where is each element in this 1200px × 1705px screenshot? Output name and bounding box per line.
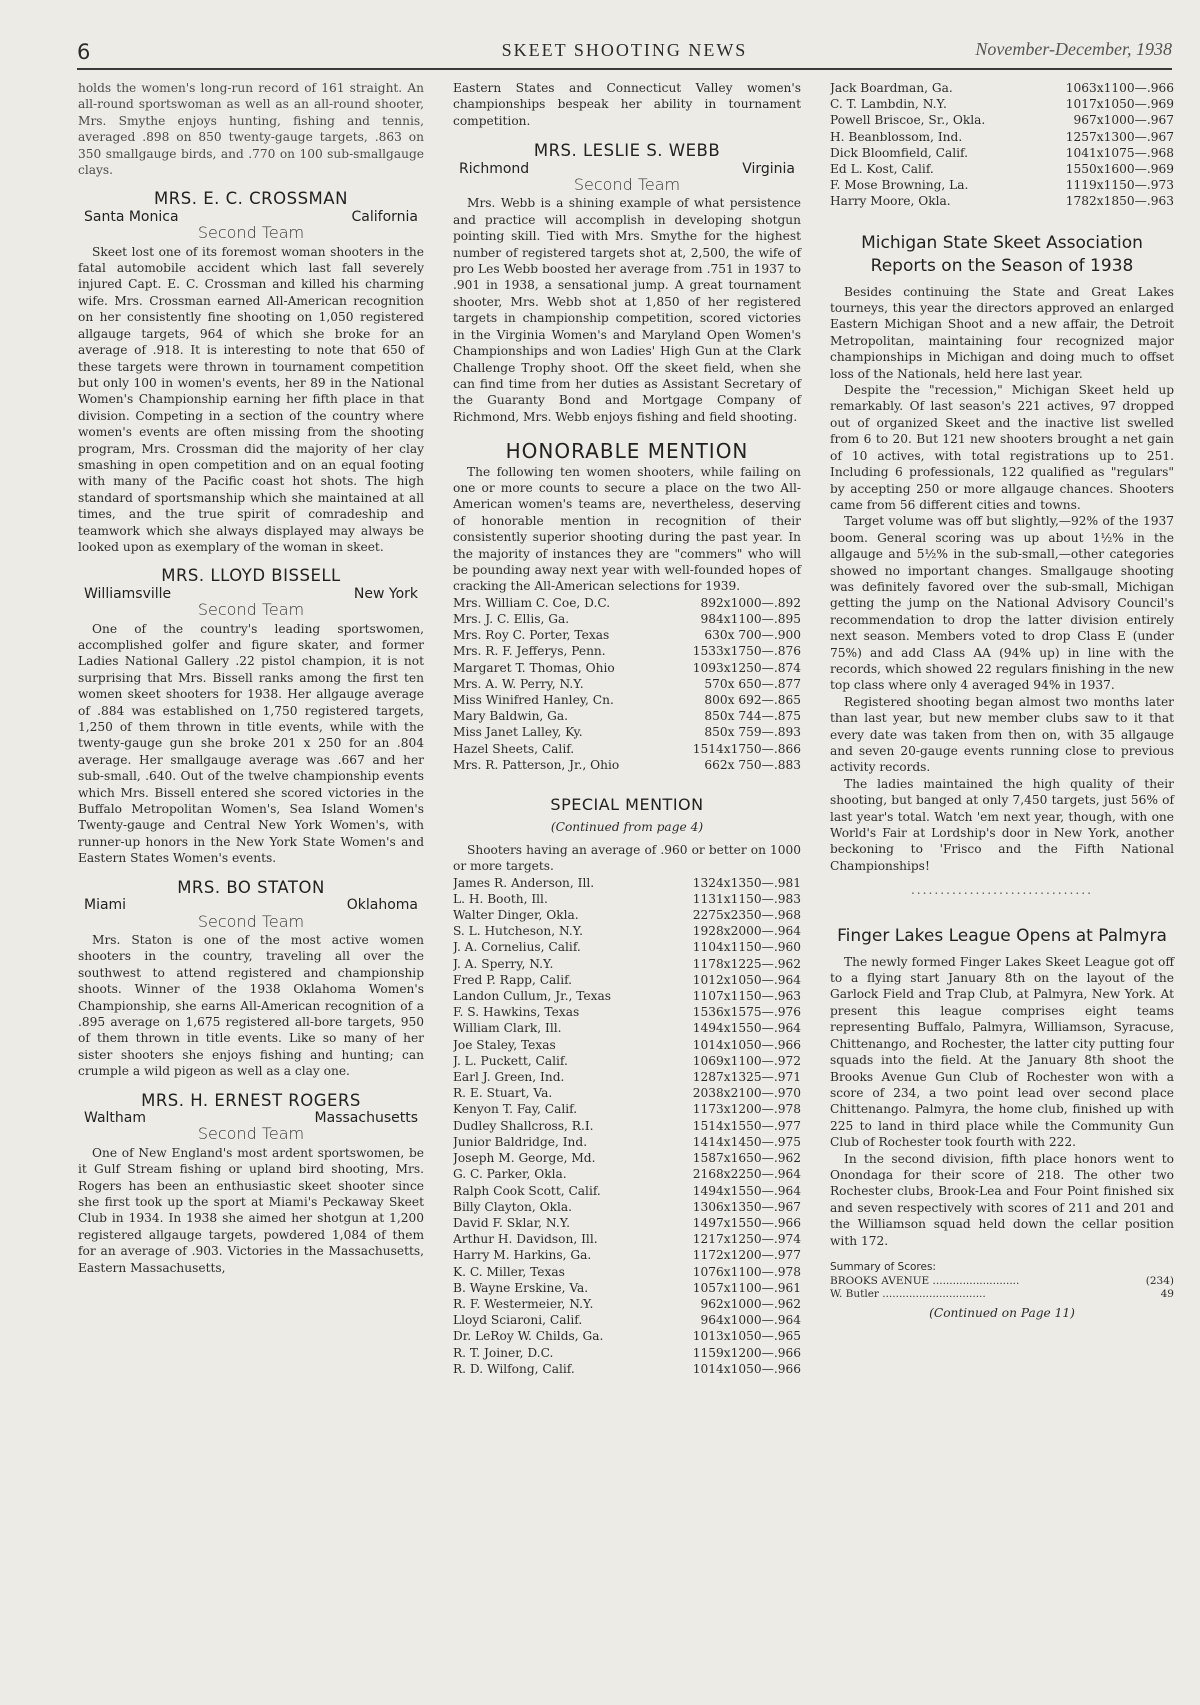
score-row xyxy=(453,1037,801,1053)
score-row xyxy=(453,1345,801,1361)
shooter-score: 1217x1250—.974 xyxy=(692,1232,801,1247)
shooter-score: 1107x1150—.963 xyxy=(692,989,801,1004)
score-row xyxy=(453,1215,801,1231)
shooter-score: 2038x2100—.970 xyxy=(692,1086,801,1101)
shooter-score: 967x1000—.967 xyxy=(1073,113,1174,128)
shooter-name: Harry Moore, Okla. xyxy=(830,194,951,209)
shooter-name: Jack Boardman, Ga. xyxy=(830,81,953,95)
shooter-name: F. S. Hawkins, Texas xyxy=(453,1005,580,1020)
staton-heading: MRS. BO STATON xyxy=(177,877,325,897)
shooter-name: Mrs. William C. Coe, D.C. xyxy=(453,595,611,610)
shooter-name: C. T. Lambdin, N.Y. xyxy=(830,97,947,112)
score-row xyxy=(453,627,801,643)
continued-on-note: (Continued on Page 11) xyxy=(929,1306,1075,1321)
score-row xyxy=(453,956,801,972)
shooter-name: Earl J. Green, Ind. xyxy=(453,1070,565,1085)
michigan-paragraph-5: The ladies maintained the high quality of their shooting, but banged at only 7,450 targets, just 56% of last year's total. Watch 'em next year, though, with one World's Fair at Lordship's door in New York, another beckoning to 'Frisco and the Fifth National Championships! xyxy=(830,776,1174,873)
shooter-score: 2275x2350—.968 xyxy=(692,908,801,923)
shooter-score: 2168x2250—.964 xyxy=(692,1167,801,1182)
score-row xyxy=(453,741,801,757)
staton-city: Miami xyxy=(84,897,127,914)
score-row xyxy=(453,1199,801,1215)
score-row xyxy=(453,1101,801,1117)
score-row xyxy=(453,1085,801,1101)
score-row xyxy=(453,1118,801,1134)
shooter-score: 964x1000—.964 xyxy=(700,1313,801,1328)
shooter-name: BROOKS AVENUE .......................... xyxy=(830,1275,1020,1288)
shooter-score: 1014x1050—.966 xyxy=(692,1361,801,1376)
score-row xyxy=(830,145,1174,161)
shooter-score: 800x 692—.865 xyxy=(704,693,801,707)
shooter-score: 1069x1100—.972 xyxy=(692,1053,801,1068)
rogers-heading: MRS. H. ERNEST ROGERS xyxy=(141,1090,361,1110)
article-separator: ............................... xyxy=(910,883,1094,898)
shooter-name: J. A. Sperry, N.Y. xyxy=(453,956,554,971)
shooter-name: Harry M. Harkins, Ga. xyxy=(453,1248,592,1263)
shooter-name: B. Wayne Erskine, Va. xyxy=(453,1280,589,1295)
score-row xyxy=(453,595,801,611)
column-3 xyxy=(830,80,1174,1328)
score-row xyxy=(453,907,801,923)
michigan-paragraph-1: Besides continuing the State and Great Lakes tourneys, this year the directors approved an enlarged Eastern Michigan Shoot and a new affair, the Detroit Metropolitan, maintaining four recognized major championships in Michigan and doing much to offset loss of the Nationals, held here last year. xyxy=(830,284,1174,381)
shooter-score: 1172x1200—.977 xyxy=(692,1248,801,1263)
shooter-score: 1324x1350—.981 xyxy=(692,875,801,890)
score-row xyxy=(453,1328,801,1344)
summary-label: Summary of Scores: xyxy=(830,1260,936,1273)
score-row xyxy=(453,1020,801,1036)
score-row xyxy=(453,1312,801,1328)
shooter-score: 570x 650—.877 xyxy=(704,676,801,691)
shooter-score: 1514x1750—.866 xyxy=(692,741,801,756)
shooter-name: Joseph M. George, Md. xyxy=(453,1151,596,1166)
special-mention-list-continued xyxy=(830,80,1174,210)
shooter-name: Arthur H. Davidson, Ill. xyxy=(453,1232,598,1247)
staton-team: Second Team xyxy=(197,911,305,931)
issue-date: November-December, 1938 xyxy=(975,39,1172,59)
shooter-score: 1173x1200—.978 xyxy=(692,1102,801,1117)
shooter-score: 49 xyxy=(1160,1288,1174,1301)
crossman-text: Skeet lost one of its foremost woman shooters in the fatal automobile accident which last fall severely injured Capt. E. C. Crossman and killed his charming wife. Mrs. Crossman earned All-American recognition on her consistently fine shooting on 1,050 registered allgauge targets, 964 of which she broke for an average of .918. It is interesting to note that 650 of these targets were thrown in tournament competition but only 100 in women's events, her 89 in the National Women's Championship earning her fifth place in that division. Competing in a section of the country where women's events are often missing from the shooting program, Mrs. Crossman did the majority of her clay smashing in open competition and on an equal footing with many of the Pacific coast hot shots. The high standard of sportsmanship which she maintained at all times, and the true spirit of comradeship and teamwork which she always displayed may always be looked upon as exemplary of the woman in skeet. xyxy=(78,244,424,554)
score-row xyxy=(453,1183,801,1199)
shooter-name: F. Mose Browning, La. xyxy=(830,178,969,193)
score-row xyxy=(453,724,801,740)
score-row xyxy=(453,891,801,907)
rogers-continued-text: Eastern States and Connecticut Valley women's championships bespeak her ability in tournament competition. xyxy=(453,81,801,128)
shooter-name: Hazel Sheets, Calif. xyxy=(453,741,575,756)
bissell-team: Second Team xyxy=(197,600,305,620)
score-row xyxy=(453,611,801,627)
score-row xyxy=(453,1264,801,1280)
shooter-score: 1012x1050—.964 xyxy=(692,972,801,987)
shooter-name: G. C. Parker, Okla. xyxy=(453,1167,567,1182)
score-row xyxy=(453,643,801,659)
shooter-name: Mrs. R. Patterson, Jr., Ohio xyxy=(453,757,620,772)
shooter-score: 630x 700—.900 xyxy=(704,628,801,643)
score-row xyxy=(453,757,801,773)
score-row xyxy=(830,129,1174,145)
webb-state: Virginia xyxy=(742,160,795,177)
score-row xyxy=(453,692,801,708)
score-row xyxy=(453,939,801,955)
shooter-name: R. D. Wilfong, Calif. xyxy=(453,1361,575,1376)
score-row xyxy=(830,1288,1174,1301)
score-row xyxy=(453,988,801,1004)
shooter-score: 1928x2000—.964 xyxy=(692,924,801,939)
score-row xyxy=(830,96,1174,112)
shooter-name: Miss Winifred Hanley, Cn. xyxy=(453,693,614,707)
shooter-name: Mrs. Roy C. Porter, Texas xyxy=(453,628,610,643)
score-row xyxy=(453,972,801,988)
crossman-team: Second Team xyxy=(197,223,305,243)
shooter-score: 1287x1325—.971 xyxy=(692,1070,801,1085)
bissell-state: New York xyxy=(353,585,418,602)
shooter-name: R. T. Joiner, D.C. xyxy=(453,1345,554,1360)
michigan-paragraph-4: Registered shooting began almost two months later than last year, but new member clubs saw to it that every date was taken from then on, with 35 allgauge and seven 20-gauge events running close to previous activity records. xyxy=(830,694,1174,775)
shooter-name: Landon Cullum, Jr., Texas xyxy=(453,989,611,1004)
shooter-score: 1497x1550—.966 xyxy=(692,1215,801,1230)
shooter-name: Joe Staley, Texas xyxy=(453,1037,556,1052)
crossman-city: Santa Monica xyxy=(84,208,179,225)
honorable-mention-text: The following ten women shooters, while failing on one or more counts to secure a place on the two All-American women's teams are, nevertheless, deserving of honorable mention in recognition of their consistently superior shooting during the past year. In the majority of instances they are "commers" who will be pounding away next year with well-founded hopes of cracking the All-American selections for 1939. xyxy=(453,464,801,594)
honorable-mention-heading: HONORABLE MENTION xyxy=(505,439,749,464)
shooter-name: Ralph Cook Scott, Calif. xyxy=(453,1183,601,1198)
shooter-score: 1533x1750—.876 xyxy=(692,644,801,659)
score-row xyxy=(830,161,1174,177)
shooter-name: Dudley Shallcross, R.I. xyxy=(453,1118,594,1133)
michigan-paragraph-2: Despite the "recession," Michigan Skeet held up remarkably. Of last season's 221 actives, 97 dropped out of organized Skeet and the inactive list swelled from 6 to 20. But 121 new shooters brought a net gain of 10 actives, with total registrations up to 251. Including 6 professionals, 122 qualified as "regulars" by accepting 250 or more allgauge chances. Shooters came from 56 different cities and towns. xyxy=(830,383,1174,512)
shooter-score: 962x1000—.962 xyxy=(700,1296,801,1311)
shooter-name: James R. Anderson, Ill. xyxy=(453,875,595,890)
shooter-score: 1494x1550—.964 xyxy=(692,1021,801,1036)
shooter-score: 1514x1550—.977 xyxy=(692,1118,801,1133)
shooter-name: Kenyon T. Fay, Calif. xyxy=(453,1102,578,1117)
score-row xyxy=(453,1361,801,1377)
continued-from-note: (Continued from page 4) xyxy=(550,820,704,835)
score-row xyxy=(830,193,1174,209)
shooter-name: H. Beanblossom, Ind. xyxy=(830,129,963,144)
shooter-score: 1104x1150—.960 xyxy=(692,940,801,955)
shooter-name: Fred P. Rapp, Calif. xyxy=(453,972,573,987)
shooter-score: 1257x1300—.967 xyxy=(1065,129,1174,144)
summary-list xyxy=(830,1275,1174,1301)
shooter-score: 1550x1600—.969 xyxy=(1065,162,1174,177)
shooter-name: W. Butler ............................... xyxy=(830,1288,986,1301)
score-row xyxy=(453,1231,801,1247)
shooter-name: Margaret T. Thomas, Ohio xyxy=(453,660,615,675)
finger-lakes-paragraph-1: The newly formed Finger Lakes Skeet League got off to a flying start January 8th on the layout of the Garlock Field and Trap Club, at Palmyra, New York. At present this league comprises eight teams representing Buffalo, Palmyra, Williamson, Syracuse, Chittenango, and Rochester, the latter city putting four squads into the field. At the January 8th shoot the Brooks Avenue Gun Club of Rochester won with a score of 234, a two point lead over second place Chittenango. Palmyra, the home club, finished up with 225 to land in third place while the Community Gun Club of Rochester took fourth with 222. xyxy=(830,954,1174,1150)
webb-city: Richmond xyxy=(459,160,530,177)
shooter-name: Billy Clayton, Okla. xyxy=(453,1199,573,1214)
page-header xyxy=(77,38,1172,70)
crossman-state: California xyxy=(351,208,418,225)
shooter-score: 1041x1075—.968 xyxy=(1065,145,1174,160)
bissell-text: One of the country's leading sportswomen, accomplished golfer and figure skater, and former Ladies National Gallery .22 pistol champion, it is not surprising that Mrs. Bissell ranks among the first ten women skeet shooters for 1938. Her allgauge average of .884 was established on 1,750 registered targets, 1,250 of them thrown in title events, while with the twenty-gauge gun she broke 201 x 250 for an .804 average. Her smallgauge average was .667 and her sub-small, .640. Out of the twelve championship events which Mrs. Bissell entered she scored victories in the Buffalo Metropolitan Women's, Sea Island Women's Twenty-gauge and Central New York Women's, with runner-up honors in the New York State Women's and Eastern States Women's events. xyxy=(78,621,424,866)
shooter-name: Mrs. A. W. Perry, N.Y. xyxy=(453,676,584,691)
shooter-name: William Clark, Ill. xyxy=(453,1021,562,1036)
shooter-score: (234) xyxy=(1145,1275,1174,1288)
score-row xyxy=(830,112,1174,128)
page-number: 6 xyxy=(77,40,91,64)
shooter-name: Mrs. R. F. Jefferys, Penn. xyxy=(453,644,606,659)
shooter-score: 1494x1550—.964 xyxy=(692,1183,801,1198)
score-row xyxy=(453,1053,801,1069)
shooter-score: 662x 750—.883 xyxy=(704,757,801,772)
column-2 xyxy=(453,80,801,1377)
shooter-score: 1414x1450—.975 xyxy=(692,1134,801,1149)
shooter-name: Lloyd Sciaroni, Calif. xyxy=(453,1313,583,1328)
shooter-name: Dick Bloomfield, Calif. xyxy=(830,145,968,160)
finger-lakes-paragraph-2: In the second division, fifth place honors went to Onondaga for their score of 218. The other two Rochester clubs, Brook-Lea and Four Point finished six and seven respectively with scores of 211 and 201 and the Williamson squad held down the cellar position with 172. xyxy=(830,1151,1174,1248)
rogers-text: One of New England's most ardent sportswomen, be it Gulf Stream fishing or upland bird shooting, Mrs. Rogers has been an enthusiastic skeet shooter since she first took up the sport at Miami's Peckaway Skeet Club in 1934. In 1938 she aimed her shotgun at 1,200 registered allgauge targets, powdered 1,084 of them for an average of .903. Victories in the Massachusetts, Eastern Massachusetts, xyxy=(78,1145,424,1275)
score-row xyxy=(453,708,801,724)
shooter-score: 1782x1850—.963 xyxy=(1065,194,1174,209)
shooter-score: 1093x1250—.874 xyxy=(692,660,801,675)
score-row xyxy=(830,80,1174,96)
shooter-name: L. H. Booth, Ill. xyxy=(453,891,548,906)
shooter-name: Miss Janet Lalley, Ky. xyxy=(453,725,583,740)
michigan-heading: Michigan State Skeet Association Reports on the Season of 1938 xyxy=(861,232,1143,276)
shooter-score: 1587x1650—.962 xyxy=(692,1151,801,1166)
staton-text: Mrs. Staton is one of the most active women shooters in the country, traveling all over the southwest to attend registered and championship shoots. Winner of the 1938 Oklahoma Women's Championship, she earns All-American recognition of a .895 average on 1,675 registered all-bore targets, 950 of them thrown in title events. Like so many of her sister shooters she enjoys fishing and hunting; can crumple a wild pigeon as well as a clay one. xyxy=(78,932,424,1079)
shooter-score: 1057x1100—.961 xyxy=(692,1280,801,1295)
shooter-score: 1306x1350—.967 xyxy=(692,1199,801,1214)
score-row xyxy=(453,1280,801,1296)
publication-title: SKEET SHOOTING NEWS xyxy=(501,40,748,60)
crossman-heading: MRS. E. C. CROSSMAN xyxy=(154,189,348,209)
bissell-city: Williamsville xyxy=(84,585,172,602)
special-mention-list xyxy=(453,875,801,1377)
score-row xyxy=(453,1004,801,1020)
score-row xyxy=(453,1069,801,1085)
shooter-score: 1159x1200—.966 xyxy=(692,1345,801,1360)
rogers-city: Waltham xyxy=(84,1109,146,1126)
score-row xyxy=(453,1296,801,1312)
shooter-score: 1178x1225—.962 xyxy=(692,956,801,971)
shooter-name: Ed L. Kost, Calif. xyxy=(830,162,934,177)
shooter-name: Junior Baldridge, Ind. xyxy=(453,1134,588,1149)
shooter-name: Powell Briscoe, Sr., Okla. xyxy=(830,113,986,128)
score-row xyxy=(453,875,801,891)
shooter-name: J. L. Puckett, Calif. xyxy=(453,1053,568,1068)
shooter-score: 892x1000—.892 xyxy=(700,595,801,610)
special-mention-text: Shooters having an average of .960 or better on 1000 or more targets. xyxy=(453,842,801,874)
special-mention-heading: SPECIAL MENTION xyxy=(550,795,704,815)
shooter-name: J. A. Cornelius, Calif. xyxy=(453,940,581,955)
shooter-score: 850x 744—.875 xyxy=(704,709,801,724)
shooter-score: 1131x1150—.983 xyxy=(692,891,801,906)
shooter-score: 850x 759—.893 xyxy=(704,725,801,740)
shooter-name: Dr. LeRoy W. Childs, Ga. xyxy=(453,1329,604,1344)
shooter-name: R. F. Westermeier, N.Y. xyxy=(453,1296,594,1311)
score-row xyxy=(453,1247,801,1263)
webb-heading: MRS. LESLIE S. WEBB xyxy=(533,141,721,161)
smythe-continued-text: holds the women's long-run record of 161 straight. An all-round sportswoman as well as an all-round shooter, Mrs. Smythe enjoys hunting, fishing and tennis, averaged .898 on 850 twenty-gauge targets, .863 on 350 smallgauge birds, and .770 on 100 sub-smallgauge clays. xyxy=(78,81,424,178)
shooter-name: K. C. Miller, Texas xyxy=(453,1264,565,1279)
rogers-state: Massachusetts xyxy=(314,1109,418,1126)
honorable-mention-list xyxy=(453,595,801,773)
shooter-score: 1536x1575—.976 xyxy=(692,1005,801,1020)
shooter-score: 1013x1050—.965 xyxy=(692,1329,801,1344)
score-row xyxy=(453,660,801,676)
shooter-score: 1014x1050—.966 xyxy=(692,1037,801,1052)
shooter-name: Mary Baldwin, Ga. xyxy=(453,709,569,724)
finger-lakes-heading: Finger Lakes League Opens at Palmyra xyxy=(837,925,1167,946)
shooter-name: Walter Dinger, Okla. xyxy=(453,908,579,923)
shooter-score: 984x1100—.895 xyxy=(700,611,801,626)
score-row xyxy=(453,923,801,939)
bissell-heading: MRS. LLOYD BISSELL xyxy=(161,566,341,586)
score-row xyxy=(830,177,1174,193)
shooter-name: David F. Sklar, N.Y. xyxy=(453,1215,571,1230)
score-row xyxy=(453,1134,801,1150)
shooter-score: 1063x1100—.966 xyxy=(1065,81,1174,95)
rogers-team: Second Team xyxy=(197,1124,305,1144)
webb-team: Second Team xyxy=(573,175,681,195)
shooter-name: R. E. Stuart, Va. xyxy=(453,1086,553,1101)
shooter-name: Mrs. J. C. Ellis, Ga. xyxy=(453,611,570,626)
score-row xyxy=(830,1275,1174,1288)
webb-text: Mrs. Webb is a shining example of what persistence and practice will accomplish in developing shotgun pointing skill. Tied with Mrs. Smythe for the highest number of registered targets shot at, 2,500, the wife of pro Les Webb boosted her average from .751 in 1937 to .901 in 1938, a sensational jump. A great tournament shooter, Mrs. Webb shot at 1,850 of her registered targets in championship competition, scored victories in the Virginia Women's and Maryland Open Women's Championships and won Ladies' High Gun at the Clark Challenge Trophy shoot. Off the skeet field, when she can find time from her duties as Assistant Secretary of the Guaranty Bond and Mortgage Company of Richmond, Mrs. Webb enjoys fishing and field shooting. xyxy=(453,196,801,424)
score-row xyxy=(453,676,801,692)
score-row xyxy=(453,1150,801,1166)
column-1 xyxy=(78,80,424,1276)
shooter-score: 1017x1050—.969 xyxy=(1065,97,1174,112)
shooter-name: S. L. Hutcheson, N.Y. xyxy=(453,924,584,939)
shooter-score: 1076x1100—.978 xyxy=(692,1264,801,1279)
michigan-paragraph-3: Target volume was off but slightly,—92% of the 1937 boom. General scoring was up about 1½% in the allgauge and 5½% in the sub-small,—other categories showed no important changes. Smallgauge shooting was definitely favored over the sub-small, Michigan getting the jump on the National Advisory Council's recommendation to drop the latter division entirely next season. Members voted to drop Class E (under 75%) and add Class AA (94% up) in line with the records, which showed 22 regulars finishing in the new top class where only 4 averaged 94% in 1937. xyxy=(830,514,1174,693)
staton-state: Oklahoma xyxy=(346,897,418,914)
shooter-score: 1119x1150—.973 xyxy=(1065,178,1174,193)
score-row xyxy=(453,1166,801,1182)
